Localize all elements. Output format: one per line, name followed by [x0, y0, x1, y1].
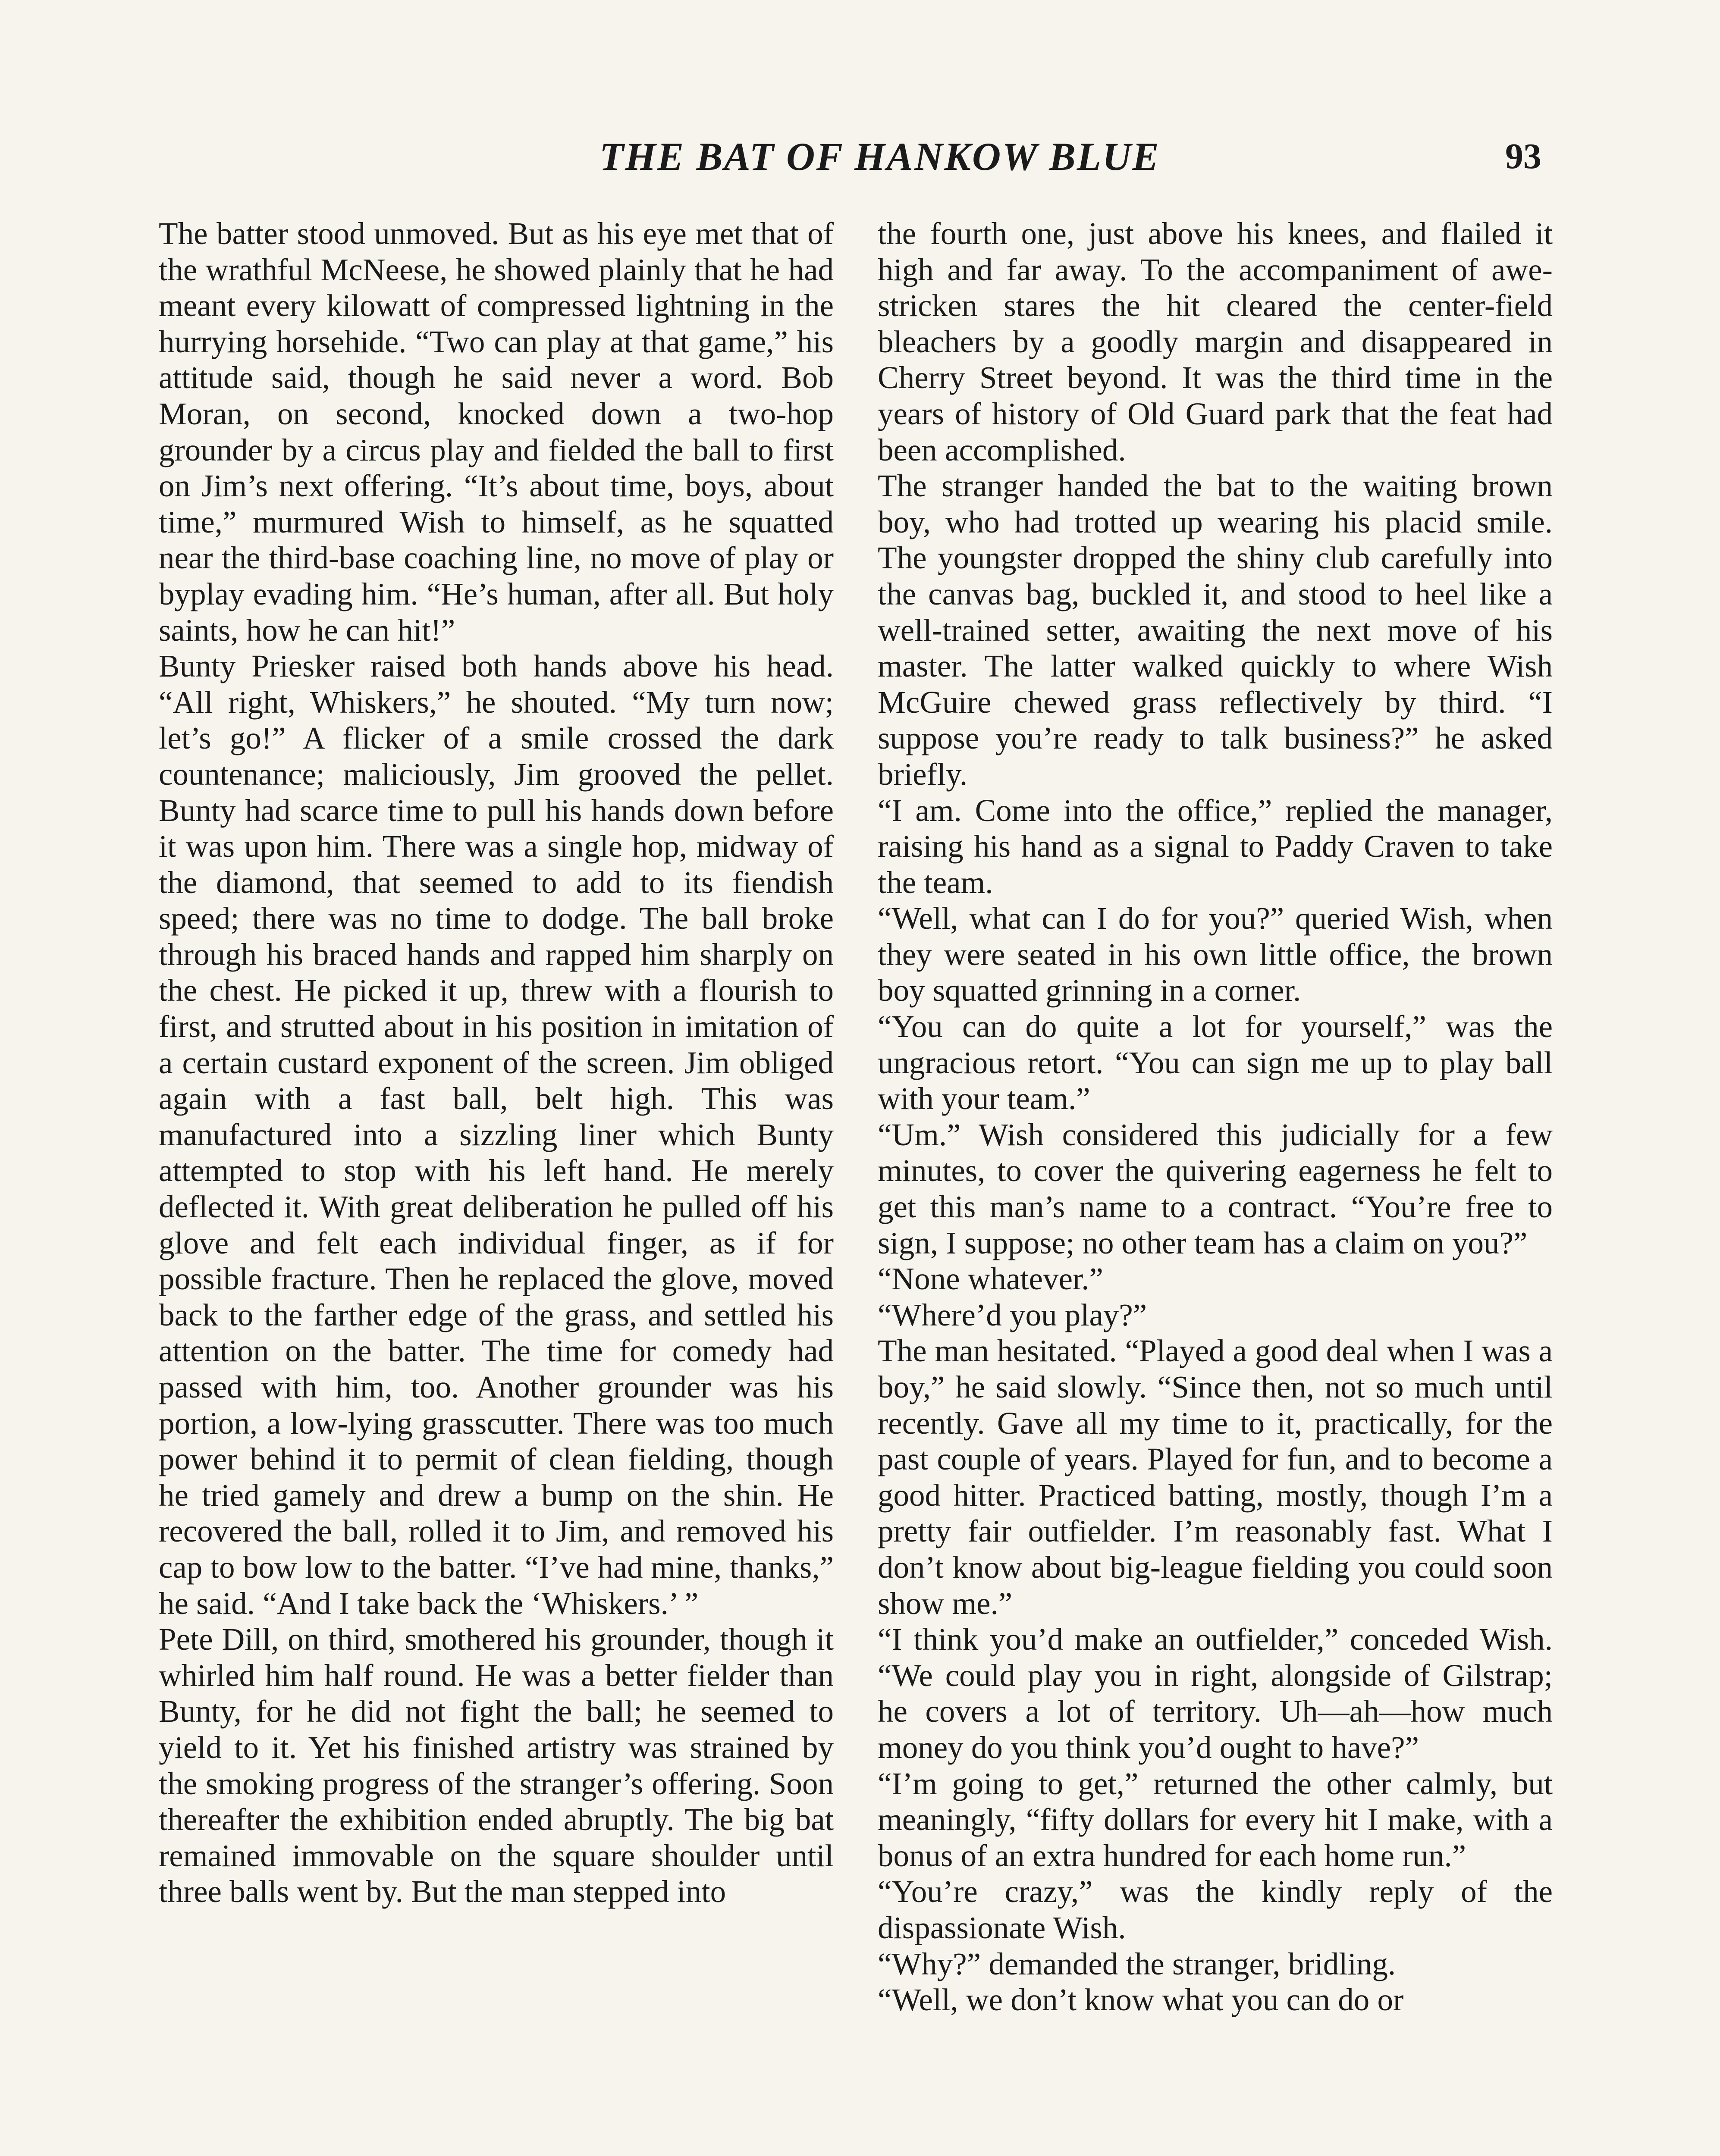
paragraph: “None whatever.”: [878, 1261, 1103, 1297]
text-column-left: [159, 216, 834, 1910]
paragraph: “Well, what can I do for you?” queried Wish, when they were seated in his own little office, the brown boy squatted grinning in a corner.: [878, 901, 1553, 1008]
paragraph: The stranger handed the bat to the waiting brown boy, who had trotted up wearing his placid smile. The youngster dropped the shiny club carefully into the canvas bag, buckled it, and stood to heel like a well-trained setter, awaiting the next move of his master. The latter walked quickly to where Wish McGuire chewed grass reflectively by third. “I suppose you’re ready to talk business?” he asked briefly.: [878, 468, 1553, 792]
paragraph: Bunty Priesker raised both hands above his head. “All right, Whiskers,” he shouted. “My turn now; let’s go!” A flicker of a smile crossed the dark countenance; maliciously, Jim grooved the pellet. Bunty had scarce time to pull his hands down before it was upon him. There was a single hop, midway of the diamond, that seemed to add to its fiendish speed; there was no time to dodge. The ball broke through his braced hands and rapped him sharply on the chest. He picked it up, threw with a flourish to first, and strutted about in his position in imitation of a certain custard exponent of the screen. Jim obliged again with a fast ball, belt high. This was manufactured into a sizzling liner which Bunty attempted to stop with his left hand. He merely deflected it. With great deliberation he pulled off his glove and felt each individual finger, as if for possible fracture. Then he replaced the glove, moved back to the farther edge of the grass, and settled his attention on the batter. The time for comedy had passed with him, too. Another grounder was his portion, a low-lying grasscutter. There was too much power behind it to permit of clean fielding, though he tried gamely and drew a bump on the shin. He recovered the ball, rolled it to Jim, and removed his cap to bow low to the batter. “I’ve had mine, thanks,” he said. “And I take back the ‘Whiskers.’ ”: [159, 649, 834, 1621]
paragraph: The man hesitated. “Played a good deal when I was a boy,” he said slowly. “Since then, not so much until recently. Gave all my time to it, practically, for the past couple of years. Played for fun, and to become a good hitter. Practiced batting, mostly, though I’m a pretty fair outfielder. I’m reasonably fast. What I don’t know about big-league fielding you could soon show me.”: [878, 1333, 1553, 1621]
paragraph: “Where’d you play?”: [878, 1297, 1147, 1332]
running-title: THE BAT OF HANKOW BLUE: [599, 135, 1160, 179]
running-header: [0, 133, 1720, 180]
paragraph: “Well, we don’t know what you can do or: [878, 1982, 1404, 2018]
paragraph: “I am. Come into the office,” replied the manager, raising his hand as a signal to Paddy Craven to take the team.: [878, 793, 1553, 900]
paragraph: “I think you’d make an outfielder,” conceded Wish. “We could play you in right, alongside of Gilstrap; he covers a lot of territory. Uh—ah—how much money do you think you’d ought to have?”: [878, 1622, 1553, 1765]
paragraph: the fourth one, just above his knees, and flailed it high and far away. To the accompaniment of awe-stricken stares the hit cleared the center-field bleachers by a goodly margin and disappeared in Cherry Street beyond. It was the third time in the years of history of Old Guard park that the feat had been accomplished.: [878, 216, 1553, 467]
paragraph: “I’m going to get,” returned the other calmly, but meaningly, “fifty dollars for every hit I make, with a bonus of an extra hundred for each home run.”: [878, 1766, 1553, 1873]
paragraph: Pete Dill, on third, smothered his grounder, though it whirled him half round. He was a better fielder than Bunty, for he did not fight the ball; he seemed to yield to it. Yet his finished artistry was strained by the smoking progress of the stranger’s offering. Soon thereafter the exhibition ended abruptly. The big bat remained immovable on the square shoulder until three balls went by. But the man stepped into: [159, 1622, 834, 1909]
paragraph: “You’re crazy,” was the kindly reply of the dispassionate Wish.: [878, 1874, 1553, 1945]
paragraph: “Why?” demanded the stranger, bridling.: [878, 1946, 1396, 1981]
paragraph: “Um.” Wish considered this judicially for a few minutes, to cover the quivering eagerness he felt to get this man’s name to a contract. “You’re free to sign, I suppose; no other team has a claim on you?”: [878, 1117, 1553, 1260]
page-number: 93: [1505, 136, 1541, 176]
paragraph: “You can do quite a lot for yourself,” was the ungracious retort. “You can sign me up to play ball with your team.”: [878, 1009, 1553, 1116]
paragraph: The batter stood unmoved. But as his eye met that of the wrathful McNeese, he showed plainly that he had meant every kilowatt of compressed lightning in the hurrying horsehide. “Two can play at that game,” his attitude said, though he said never a word. Bob Moran, on second, knocked down a two-hop grounder by a circus play and fielded the ball to first on Jim’s next offering. “It’s about time, boys, about time,” murmured Wish to himself, as he squatted near the third-base coaching line, no move of play or byplay evading him. “He’s human, after all. But holy saints, how he can hit!”: [159, 216, 834, 648]
text-column-right: [878, 216, 1553, 2018]
